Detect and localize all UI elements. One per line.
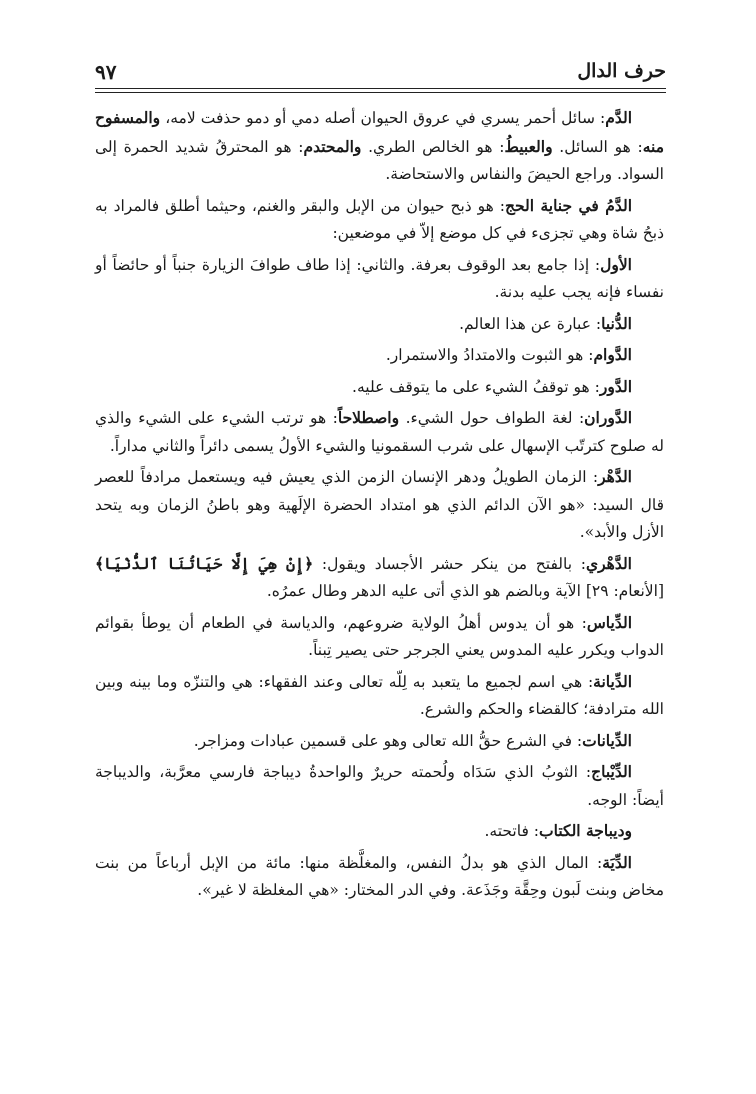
entry-dam-hajj (95, 192, 664, 248)
entry-dibaj (95, 758, 664, 814)
entry-dibajat-kitab (95, 817, 664, 846)
entry-text: : بالفتح من ينكر حشر الأجساد ويقول: (313, 554, 586, 573)
dictionary-body (95, 104, 664, 908)
entry-dawaran (95, 404, 664, 460)
entry-text: : لغة الطواف حول الشيء. (399, 409, 585, 427)
entry-text: : في الشرع حقُّ الله تعالى وهو على قسمين عبادات ومزاجر. (193, 731, 583, 750)
entry-term: والعبيطُ (504, 136, 553, 156)
entry-dawr (95, 373, 664, 402)
entry-text: : هو المحترقُ شديد الحمرة إلى السواد. وراجع الحيضَ والنفاس والاستحاضة. (95, 137, 664, 183)
entry-term: الدَّهْري (585, 553, 632, 573)
entry-term: الدِّياس (586, 612, 632, 632)
entry-text: [الأنعام: ٢٩] الآية وبالضم هو الذي أتى عليه الدهر وطال عمرُه. (266, 582, 664, 600)
entry-awwal (95, 251, 664, 307)
entry-term: الدُّنيا (601, 313, 632, 333)
chapter-title: حرف الدال (577, 60, 666, 82)
entry-diyana (95, 668, 664, 724)
entry-text: : هي اسم لجميع ما يتعبد به لِلّه تعالى وعند الفقهاء: هي والتنزّه وما بينه وبين الله مترادفة؛ كالقضاء والحكم والشرع. (95, 672, 664, 718)
entry-term: والمسفوح منه (95, 108, 665, 156)
entry-text: : هو ذبح حيوان من الإبل والبقر والغنم، وحيثما أطلق فالمراد به ذبحُ شاة وهي تجزىء في كل موضع إلاّ في موضعين: (95, 196, 664, 242)
entry-term: الدَّم (605, 108, 632, 127)
entry-term: الدِّيانة (593, 671, 632, 691)
entry-text: : هو أن يدوس أهلُ الولاية ضروعهم، والدياسة في الطعام أن يوطأ بقوائم الدواب ويكرر عليه المدوس يعني الجرجر حتى يصير تِبناً. (95, 613, 664, 659)
entry-text: : الزمان الطويلُ ودهر الإنسان الزمن الذي يعيش فيه ويستعمل مرادفاً للعصر قال السيد: «هو الآن الدائم الذي هو امتداد الحضرة الإلَهية وهو باطنُ الزمان وبه يتحد الأزل والأبد». (95, 468, 664, 541)
entry-term: الدِّيْباج (591, 762, 632, 781)
entry-term: والمحتدم (303, 136, 362, 156)
entry-diya (95, 849, 664, 905)
entry-term: الدَّور (599, 376, 632, 396)
entry-diyas (95, 609, 664, 665)
entry-term: الدَّمُ في جناية الحج (504, 195, 632, 215)
entry-term: الدَّوام (593, 345, 632, 364)
entry-text: : هو ترتب الشيء على الشيء والذي له صلوح كترتّب الإسهال على شرب السقمونيا والشيء الأولُ يسمى دائراً والثاني مداراً. (95, 409, 664, 455)
entry-dawam (95, 341, 664, 370)
running-header (95, 58, 666, 88)
entry-term: وديباجة الكتاب (539, 821, 632, 840)
entry-diyanat (95, 727, 664, 756)
entry-dam (95, 104, 664, 189)
entry-dunya (95, 310, 664, 339)
entry-term: الأول (600, 254, 632, 274)
entry-text: : فاتحته. (484, 822, 540, 840)
entry-text: : هو السائل. (552, 137, 643, 156)
entry-text: : هو توقفُ الشيء على ما يتوقف عليه. (352, 377, 600, 396)
entry-term: واصطلاحاً (337, 408, 400, 427)
entry-term: الدِّيَة (602, 852, 632, 872)
entry-term: الدَّوران (584, 408, 632, 427)
entry-term: الدِّيانات (582, 730, 632, 750)
header-rule-top (95, 88, 666, 89)
header-rule-bottom (95, 92, 666, 93)
quran-verse: ﴿إِنْ هِيَ إِلَّا حَيَاتُنَا ٱلدُّنْيَا﴾ (95, 553, 314, 573)
page-number: ٩٧ (95, 60, 117, 84)
entry-text: : سائل أحمر يسري في عروق الحيوان أصله دمي أو دمو حذفت لامه، (160, 109, 606, 127)
entry-text: : عبارة عن هذا العالم. (459, 314, 602, 333)
entry-dahri (95, 550, 664, 606)
entry-text: : هو الثبوت والامتدادُ والاستمرار. (385, 346, 594, 364)
entry-term: الدَّهْر (598, 467, 632, 486)
entry-text: : المال الذي هو بدلُ النفس، والمغلَّظة منها: مائة من الإبل أرباعاً من بنت مخاض وبنت لَبون وحِقَّة وجَذَعة. وفي الدر المختار: «هي المغلظة لا غير». (95, 853, 664, 899)
entry-text: : هو الخالص الطري. (361, 137, 505, 156)
entry-text: : إذا جامع بعد الوقوف بعرفة. والثاني: إذا طاف طوافَ الزيارة جنباً أو حائضاً أو نفساء فإنه يجب عليه بدنة. (95, 255, 664, 301)
entry-dahr (95, 463, 664, 547)
entry-text: : الثوبُ الذي سَدَاه ولُحمته حريرٌ والواحدةُ ديباجة فارسي معرَّبة، والديباجة أيضاً: الوجه. (95, 763, 664, 809)
